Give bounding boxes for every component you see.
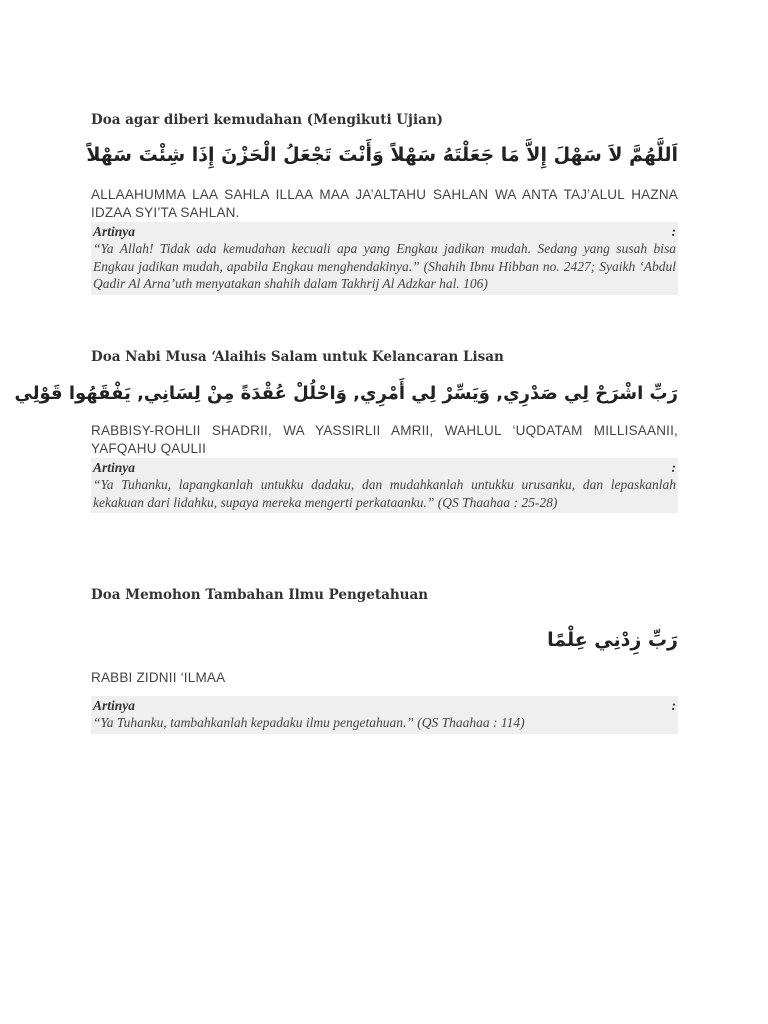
transliteration-text: RABBI ZIDNII ‘ILMAA — [91, 670, 226, 685]
prayer-section — [14, 349, 678, 513]
translation-box — [91, 696, 678, 734]
arabic-text: رَبِّ زِدْنِي عِلْمًا — [547, 629, 678, 651]
prayer-section — [86, 112, 678, 295]
translation-box — [91, 222, 678, 295]
transliteration-text: ALLAAHUMMA LAA SAHLA ILLAA MAA JA’ALTAHU SAHLAN WA ANTA TAJ’ALUL HAZNA IDZAA SYI’TA SAHLAN. — [91, 187, 678, 220]
section-heading: Doa Memohon Tambahan Ilmu Pengetahuan — [91, 587, 429, 603]
translation-text: “Ya Allah! Tidak ada kemudahan kecuali apa yang Engkau jadikan mudah. Sedang yang susah bisa Engkau jadikan mudah, apabila Engkau menghendakinya.” (Shahih Ibnu Hibban no. 2427; Syaikh ‘Abdul Qadir Al Arna’uth menyatakan shahih dalam Takhrij Al Adzkar hal. 106) — [93, 241, 676, 291]
section-heading: Doa Nabi Musa ‘Alaihis Salam untuk Kelancaran Lisan — [91, 349, 504, 365]
translation-box-header — [93, 697, 676, 714]
transliteration-text: RABBISY-ROHLII SHADRII, WA YASSIRLII AMRII, WAHLUL ‘UQDATAM MILLISAANII, YAFQAHU QAULII — [91, 423, 678, 456]
translation-box-header — [93, 459, 676, 476]
prayer-section — [91, 587, 678, 734]
artinya-colon: : — [671, 224, 676, 239]
artinya-label: Artinya — [93, 460, 136, 475]
section-heading: Doa agar diberi kemudahan (Mengikuti Ujian) — [91, 112, 444, 128]
translation-text: “Ya Tuhanku, tambahkanlah kepadaku ilmu pengetahuan.” (QS Thaahaa : 114) — [93, 715, 525, 730]
translation-box — [91, 458, 678, 513]
arabic-text: رَبِّ اشْرَحْ لِي صَدْرِي, وَيَسِّرْ لِي أَمْرِي, وَاحْلُلْ عُقْدَةً مِنْ لِسَانِي, يَفْقَهُوا قَوْلِي — [14, 383, 678, 404]
artinya-label: Artinya — [93, 224, 136, 239]
arabic-text: اَللَّهُمَّ لاَ سَهْلَ إِلاَّ مَا جَعَلْتَهُ سَهْلاً وَأَنْتَ تَجْعَلُ الْحَزْنَ إِذَا شِئْتَ سَهْلاً — [86, 144, 678, 166]
artinya-colon: : — [671, 698, 676, 713]
artinya-colon: : — [671, 460, 676, 475]
translation-box-header — [93, 223, 676, 240]
artinya-label: Artinya — [93, 698, 136, 713]
translation-text: “Ya Tuhanku, lapangkanlah untukku dadaku, dan mudahkanlah untukku urusanku, dan lepaskanlah kekakuan dari lidahku, supaya mereka mengerti perkataanku.” (QS Thaahaa : 25-28) — [93, 477, 676, 510]
